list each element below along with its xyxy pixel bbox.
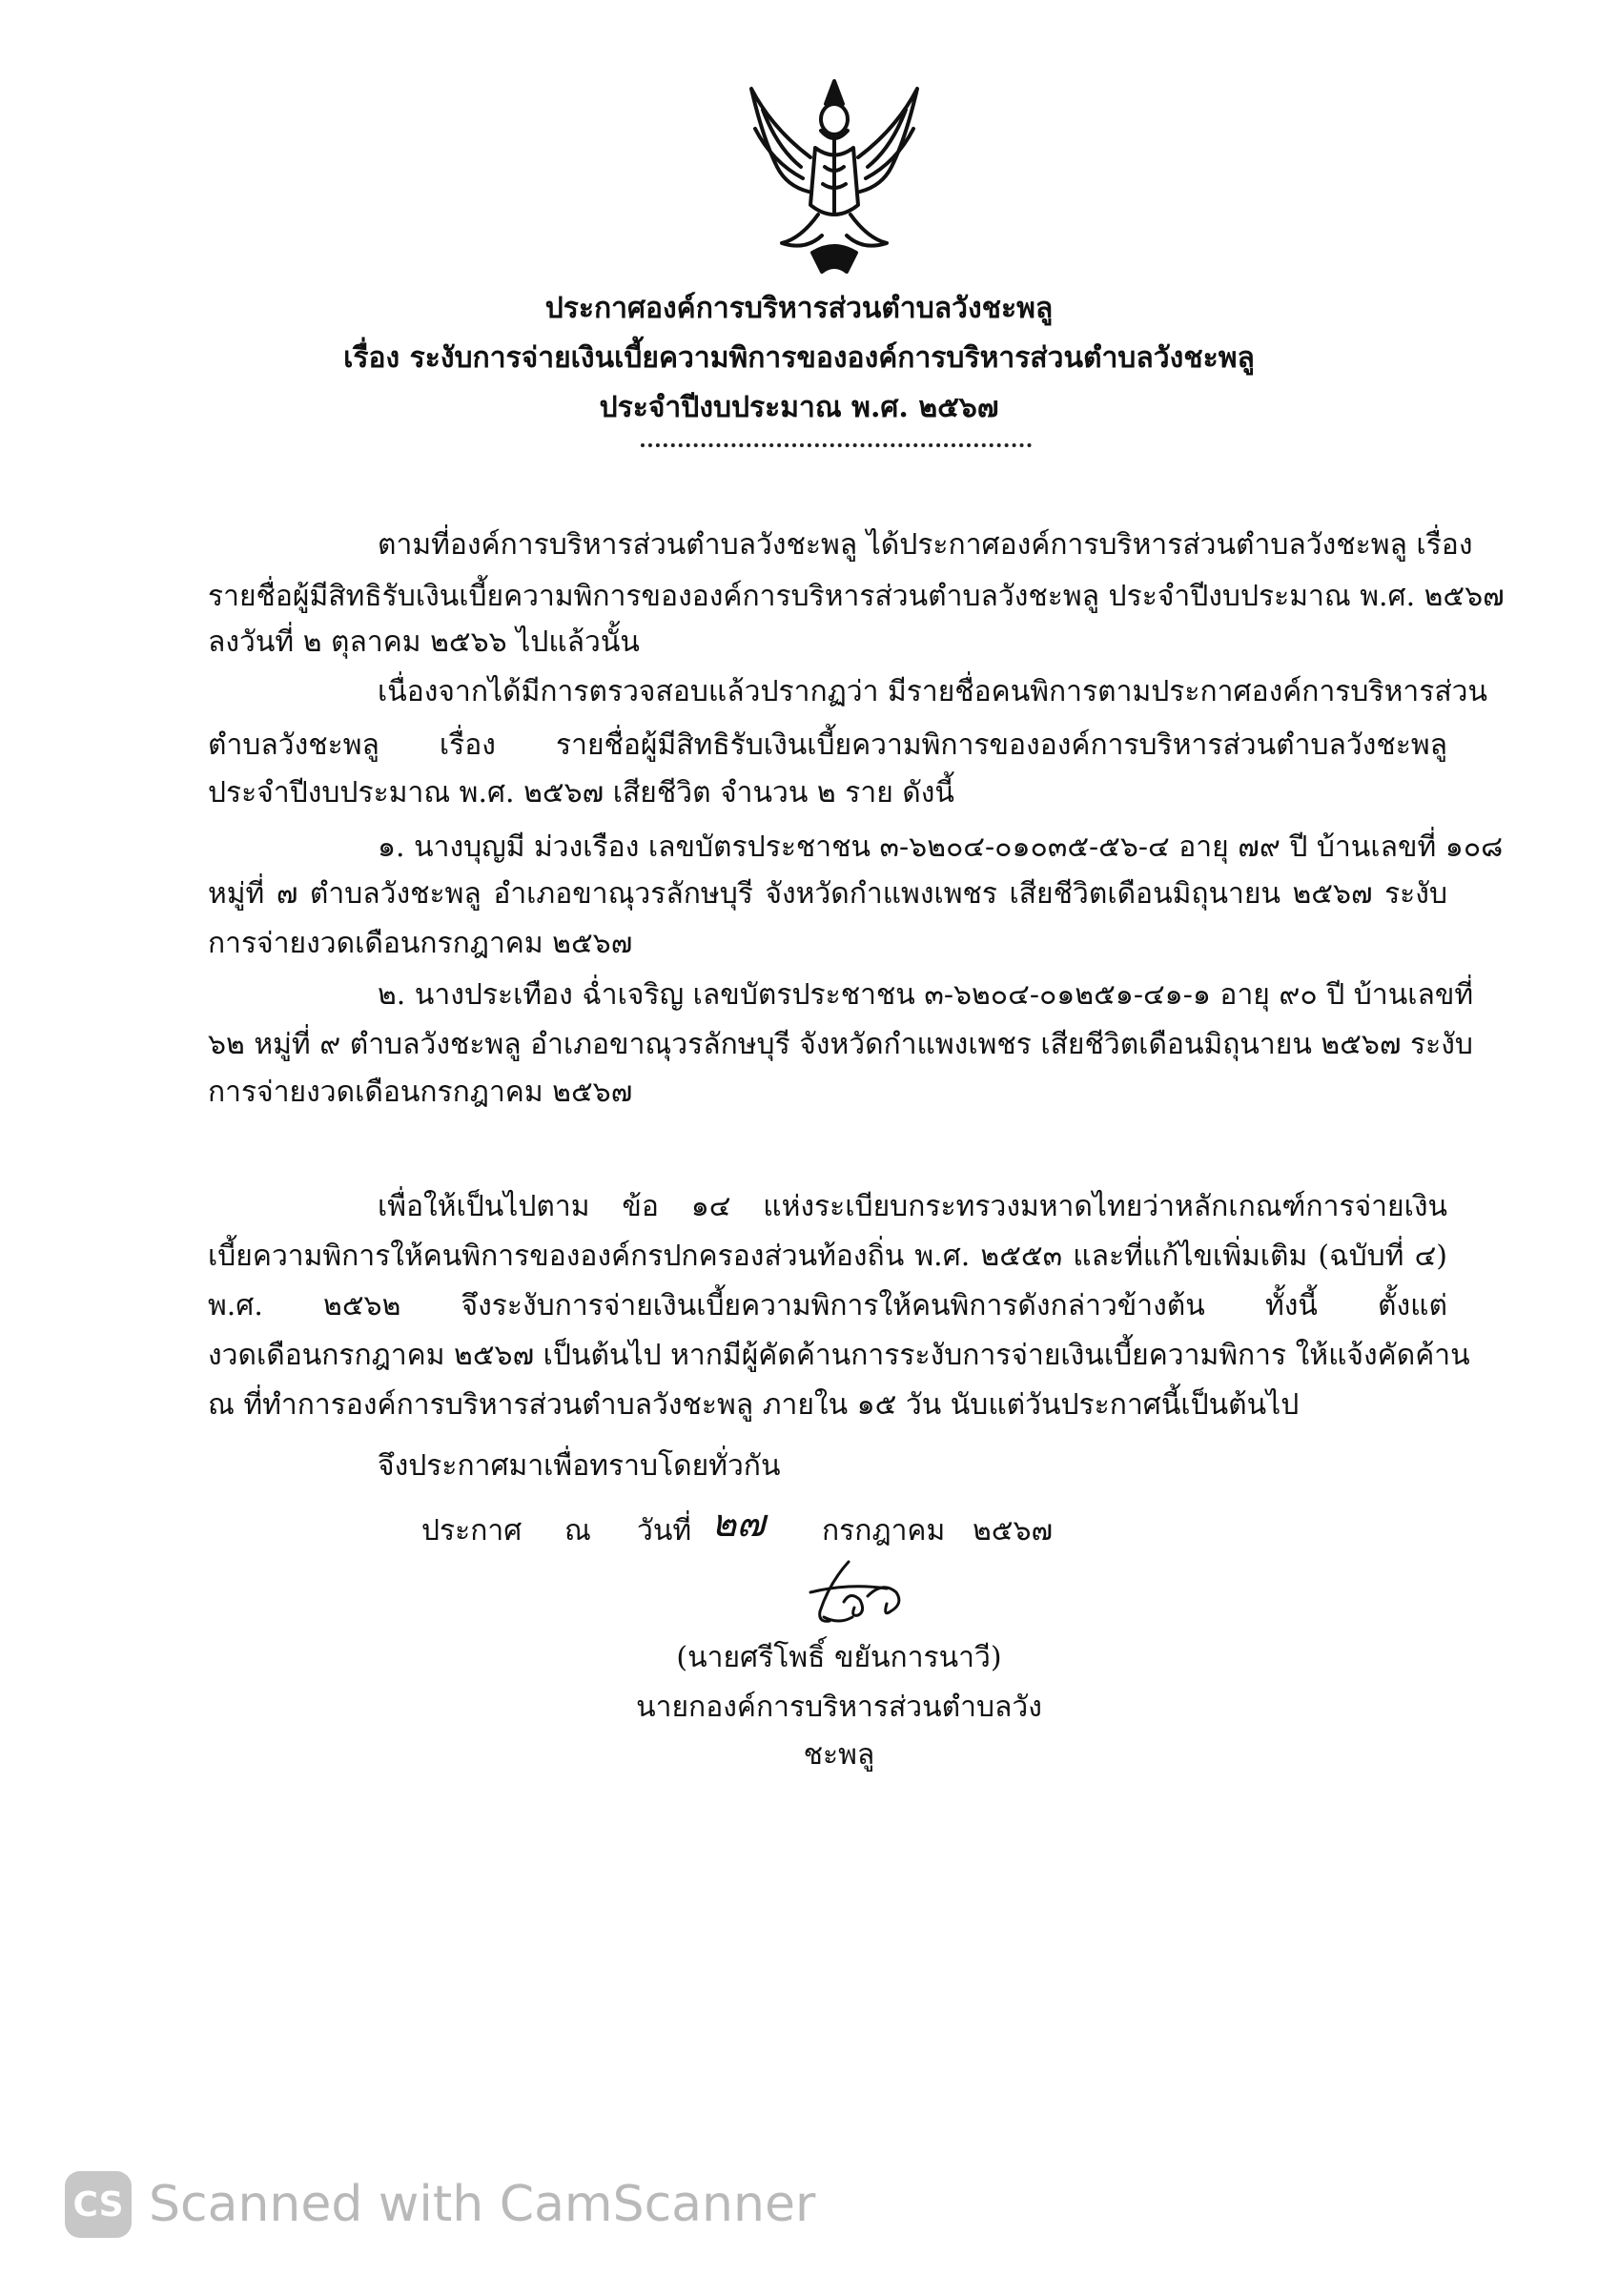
list-item: ๑. นางบุญมี ม่วงเรือง เลขบัตรประชาชน ๓-๖๒๐๔-๐๑๐๓๕-๕๖-๔ อายุ ๗๙ ปี บ้านเลขที่ ๑๐๘ (378, 830, 1504, 864)
signatory-position: นายกองค์การบริหารส่วนตำบลวังชะพลู (636, 1691, 1042, 1772)
heading-subject: เรื่อง ระงับการจ่ายเงินเบี้ยความพิการขององค์การบริหารส่วนตำบลวังชะพลู (343, 341, 1255, 375)
body-line: รายชื่อผู้มีสิทธิรับเงินเบี้ยความพิการขององค์การบริหารส่วนตำบลวังชะพลู ประจำปีงบประมาณ พ.ศ. ๒๕๖๗ (208, 580, 1505, 613)
body-line: ประจำปีงบประมาณ พ.ศ. ๒๕๖๗ เสียชีวิต จำนวน ๒ ราย ดังนี้ (208, 776, 954, 810)
list-item: ๖๒ หมู่ที่ ๙ ตำบลวังชะพลู อำเภอขาณุวรลักษบุรี จังหวัดกำแพงเพชร เสียชีวิตเดือนมิถุนายน ๒๕๖๗ ระงับ (208, 1028, 1473, 1061)
heading-line-1: ประกาศองค์การบริหารส่วนตำบลวังชะพลู (544, 292, 1054, 325)
body-line: งวดเดือนกรกฎาคม ๒๕๖๗ เป็นต้นไป หากมีผู้คัดค้านการระงับการจ่ายเงินเบี้ยความพิการ ให้แจ้งคัดค้าน (208, 1339, 1470, 1372)
heading-fiscal-year: ประจำปีงบประมาณ พ.ศ. ๒๕๖๗ (599, 391, 999, 424)
body-line: เพื่อให้เป็นไปตาม ข้อ ๑๔ แห่งระเบียบกระทรวงมหาดไทยว่าหลักเกณฑ์การจ่ายเงิน (378, 1190, 1447, 1223)
date-at: ณ (564, 1514, 591, 1548)
body-line: เบี้ยความพิการให้คนพิการขององค์กรปกครองส่วนท้องถิ่น พ.ศ. ๒๕๕๓ และที่แก้ไขเพิ่มเติม (ฉบับที่ ๔) (208, 1240, 1447, 1273)
date-label: ประกาศ (421, 1514, 522, 1548)
signature (791, 1554, 925, 1630)
list-item: หมู่ที่ ๗ ตำบลวังชะพลู อำเภอขาณุวรลักษบุรี จังหวัดกำแพงเพชร เสียชีวิตเดือนมิถุนายน ๒๕๖๗ ระงับ (208, 877, 1447, 911)
body-line: พ.ศ. ๒๕๖๒ จึงระงับการจ่ายเงินเบี้ยความพิการให้คนพิการดังกล่าวข้างต้น ทั้งนี้ ตั้งแต่ (208, 1289, 1447, 1322)
closing-line: จึงประกาศมาเพื่อทราบโดยทั่วกัน (378, 1449, 781, 1483)
heading-divider (641, 443, 1032, 447)
date-month: กรกฎาคม (822, 1514, 946, 1548)
camscanner-logo-icon: CS (65, 2171, 132, 2238)
body-line: ตำบลวังชะพลู เรื่อง รายชื่อผู้มีสิทธิรับเงินเบี้ยความพิการขององค์การบริหารส่วนตำบลวังชะพลู (208, 728, 1447, 762)
body-line: ณ ที่ทำการองค์การบริหารส่วนตำบลวังชะพลู ภายใน ๑๕ วัน นับแต่วันประกาศนี้เป็นต้นไป (208, 1388, 1300, 1422)
body-line: ตามที่องค์การบริหารส่วนตำบลวังชะพลู ได้ประกาศองค์การบริหารส่วนตำบลวังชะพลู เรื่อง (378, 528, 1473, 562)
watermark-text: Scanned with CamScanner (149, 2176, 816, 2233)
signatory-name: (นายศรีโพธิ์ ขยันการนาวี) (676, 1641, 1002, 1674)
list-item: การจ่ายงวดเดือนกรกฎาคม ๒๕๖๗ (208, 1076, 633, 1109)
body-line: เนื่องจากได้มีการตรวจสอบแล้วปรากฏว่า มีรายชื่อคนพิการตามประกาศองค์การบริหารส่วน (378, 675, 1487, 708)
body-line: ลงวันที่ ๒ ตุลาคม ๒๕๖๖ ไปแล้วนั้น (208, 625, 640, 659)
list-item: การจ่ายงวดเดือนกรกฎาคม ๒๕๖๗ (208, 927, 633, 960)
list-item: ๒. นางประเทือง ฉ่ำเจริญ เลขบัตรประชาชน ๓-๖๒๐๔-๐๑๒๕๑-๔๑-๑ อายุ ๙๐ ปี บ้านเลขที่ (378, 978, 1474, 1012)
date-year: ๒๕๖๗ (973, 1514, 1054, 1548)
date-day-handwritten: ๒๗ (711, 1502, 766, 1546)
date-day-label: วันที่ (637, 1514, 692, 1548)
garuda-emblem (734, 72, 934, 281)
camscanner-watermark (65, 2166, 815, 2243)
